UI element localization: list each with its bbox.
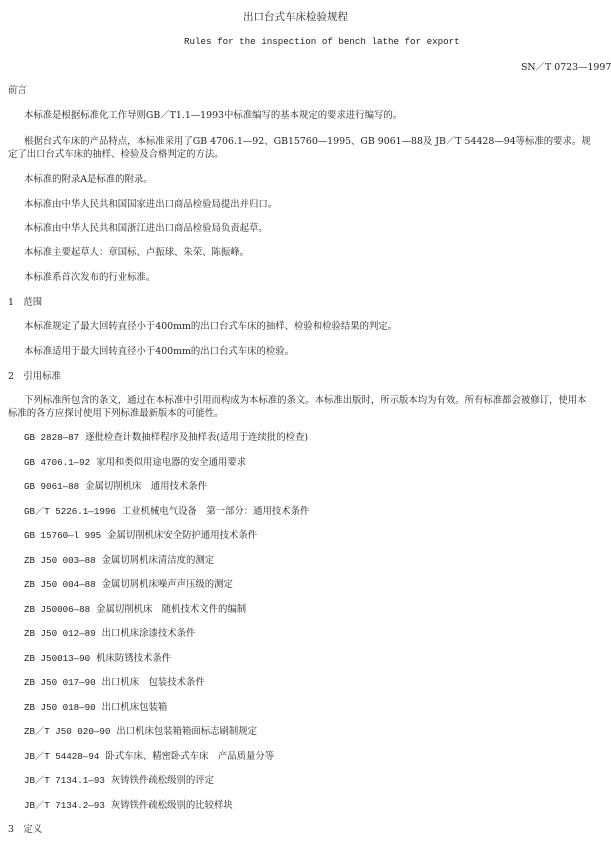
reference-code: ZB J50 018—90 — [24, 702, 96, 713]
reference-code: GB 15760—l 995 — [24, 530, 102, 541]
reference-item — [24, 800, 233, 812]
reference-code: GB 2828—87 — [24, 432, 80, 443]
scope-paragraph: 本标准规定了最大回转直径小于400mm的出口台式车床的抽样、检验和检验结果的判定。 — [24, 321, 398, 332]
reference-item — [24, 726, 257, 738]
reference-name: 金属切屑机床噪声声压级的测定 — [101, 579, 233, 590]
reference-code: ZB／T J50 020—90 — [24, 726, 111, 737]
reference-item — [24, 628, 195, 640]
foreword-paragraph: 根据台式车床的产品特点，本标准采用了GB 4706.1—92、GB15760—1995、GB 9061—88及 JB／T 54428—94等标准的要求。规定了出口台式车床的抽样、检验及合格判定的方法。 — [8, 136, 591, 160]
reference-code: GB／T 5226.1—1996 — [24, 506, 116, 517]
reference-name: 逐批检查计数抽样程序及抽样表(适用于连续批的检查) — [85, 432, 309, 443]
foreword-paragraph: 本标准由中华人民共和国国家进出口商品检验局提出并归口。 — [24, 199, 278, 210]
reference-code: JB／T 54428—94 — [24, 751, 100, 762]
reference-code: ZB J50006—88 — [24, 604, 91, 615]
reference-name: 工业机械电气设备 第一部分：通用技术条件 — [121, 506, 310, 517]
document-title-en: Rules for the inspection of bench lathe for export — [184, 36, 460, 47]
reference-name: 家用和类似用途电器的安全通用要求 — [96, 457, 247, 468]
foreword-paragraph: 本标准主要起草人：章国标、卢振球、朱荣、陈振峰。 — [24, 247, 250, 258]
reference-name: 机床防锈技术条件 — [96, 653, 172, 664]
reference-item — [24, 653, 171, 665]
reference-item — [24, 530, 257, 542]
foreword-heading: 前言 — [8, 85, 27, 96]
foreword-paragraph: 本标准系首次发布的行业标准。 — [24, 272, 156, 283]
reference-name: 灰铸铁件疏松级别的评定 — [110, 775, 214, 786]
reference-item — [24, 579, 233, 591]
reference-code: ZB J50 004—88 — [24, 579, 96, 590]
reference-name: 出口机床包装箱 — [101, 702, 168, 713]
foreword-paragraph: 本标准由中华人民共和国浙江进出口商品检验局负责起草。 — [24, 223, 268, 234]
reference-name: 出口机床 包装技术条件 — [101, 677, 205, 688]
document-title-cn: 出口台式车床检验规程 — [243, 11, 348, 23]
reference-code: JB／T 7134.1—93 — [24, 775, 105, 786]
reference-item — [24, 457, 246, 469]
reference-code: ZB J50013—90 — [24, 653, 91, 664]
reference-code: GB 9061—88 — [24, 481, 80, 492]
reference-item — [24, 432, 308, 444]
reference-item — [24, 677, 205, 689]
reference-code: JB／T 7134.2—93 — [24, 800, 105, 811]
reference-code: ZB J50 017—90 — [24, 677, 96, 688]
reference-code: GB 4706.1—92 — [24, 457, 91, 468]
section-heading-definitions: 3 定义 — [8, 824, 43, 835]
foreword-paragraph: 本标准是根据标准化工作导则GB／T1.1—1993中标准编写的基本规定的要求进行编写的。 — [24, 110, 403, 121]
reference-code: ZB J50 012—89 — [24, 628, 96, 639]
reference-name: 出口机床包装箱箱面标志刷制规定 — [116, 726, 257, 737]
reference-item — [24, 506, 309, 518]
reference-name: 出口机床涂漆技术条件 — [101, 628, 196, 639]
section-heading-references: 2 引用标准 — [8, 371, 61, 382]
foreword-paragraph: 本标准的附录A是标准的附录。 — [24, 174, 153, 185]
reference-item — [24, 702, 167, 714]
reference-item — [24, 555, 214, 567]
reference-name: 灰铸铁件疏松级别的比较样块 — [110, 800, 233, 811]
scope-paragraph: 本标准适用于最大回转直径小于400mm的出口台式车床的检验。 — [24, 346, 295, 357]
reference-name: 金属切削机床安全防护通用技术条件 — [107, 530, 258, 541]
reference-code: ZB J50 003—88 — [24, 555, 96, 566]
reference-name: 金属切屑机床清洁度的测定 — [101, 555, 215, 566]
standard-code: SN／T 0723—1997 — [521, 62, 611, 73]
reference-name: 金属切削机床 通用技术条件 — [85, 481, 207, 492]
reference-item — [24, 604, 246, 616]
section-heading-scope: 1 范围 — [8, 297, 43, 308]
reference-item — [24, 481, 207, 493]
reference-name: 金属切削机床 随机技术文件的编制 — [96, 604, 247, 615]
reference-item — [24, 775, 214, 787]
reference-name: 卧式车床、精密卧式车床 产品质量分等 — [105, 751, 275, 762]
reference-item — [24, 751, 274, 763]
references-intro: 下列标准所包含的条文，通过在本标准中引用而构成为本标准的条文。本标准出版时，所示版本均为有效。所有标准都会被修订，使用本标准的各方应探讨使用下列标准最新版本的可能性。 — [8, 395, 587, 419]
